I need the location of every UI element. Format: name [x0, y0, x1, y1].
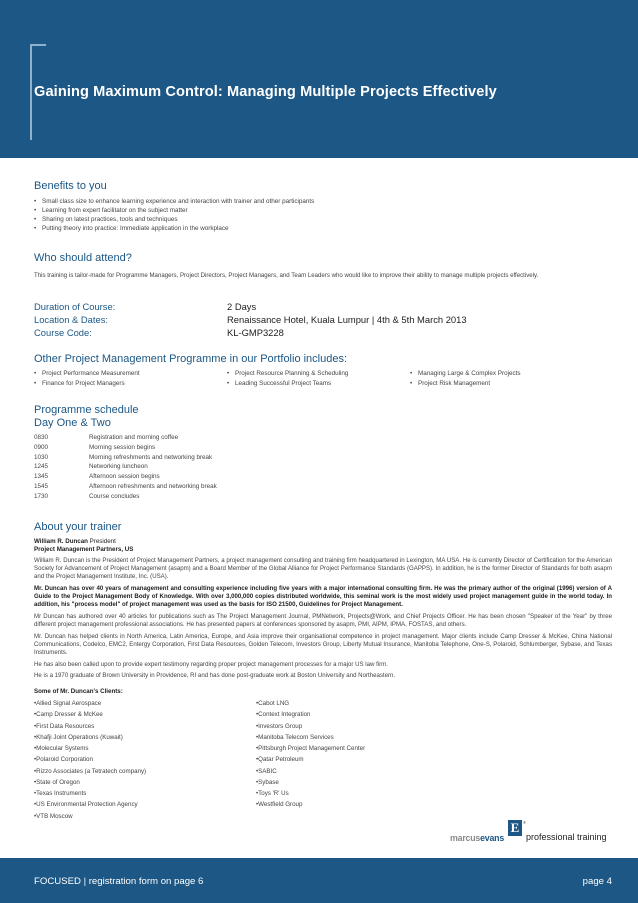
trainer-paragraph: Mr. Duncan has helped clients in North America, Latin America, Europe, and Asia improve their organisational competence in project management. Major clients include Camp Dresser & McKee, China National Communications, Codelco, EMC2, Entergy Corporation, First Data Resources, Golden Telecom, Investors Group, Liberty Mutual Insurance, Manitoba Telephone, One-S, Polaroid, Schlumberger, Sybase, and Texas Instruments.: [34, 632, 612, 657]
list-item: • Context Integration: [256, 709, 365, 720]
schedule-event: Morning refreshments and networking break: [89, 453, 213, 461]
logo-brand: [450, 833, 504, 843]
clients-col-2: [256, 698, 365, 811]
marcus-evans-logo: [450, 820, 610, 848]
benefits-heading: Benefits to you: [34, 180, 107, 192]
header-band: [0, 0, 638, 158]
schedule-time: 1345: [34, 473, 49, 481]
list-item: • Sharing on latest practices, tools and techniques: [34, 215, 314, 224]
duration-row: [34, 301, 612, 313]
list-item: • Investors Group: [256, 721, 365, 732]
portfolio-col-1: [34, 369, 140, 388]
list-item: • Rizzo Associates (a Tetratech company): [34, 766, 146, 777]
logo-tagline: professional training: [526, 832, 607, 842]
list-item: • Cabot LNG: [256, 698, 365, 709]
location-value: Renaissance Hotel, Kuala Lumpur | 4th & 5th March 2013: [227, 314, 467, 325]
clients-col-1: [34, 698, 146, 822]
benefits-list: [34, 197, 314, 233]
trainer-name: William R. Duncan: [34, 538, 88, 545]
list-item: • Polaroid Corporation: [34, 754, 146, 765]
trainer-paragraph: Mr Duncan has authored over 40 articles for publications such as The Project Management Journal, PMNetwork, Projects@Work, and Chief Projects Officer. He has been chosen "Speaker of the Year" by three different project management professional associations. He has presented papers at conferences sponsored by asapm, PMI, AIPM, IPMA, FOSTAS, and others.: [34, 612, 612, 629]
schedule-event: Morning session begins: [89, 443, 156, 451]
schedule-subheading: Day One & Two: [34, 417, 111, 429]
trainer-paragraph: He is a 1970 graduate of Brown University in Providence, RI and has done post-graduate work at Boston University and Northeastern.: [34, 672, 396, 680]
code-row: [34, 327, 612, 339]
portfolio-heading: Other Project Management Programme in our Portfolio includes:: [34, 353, 348, 365]
list-item: • Qatar Petroleum: [256, 754, 365, 765]
duration-value: 2 Days: [227, 301, 257, 312]
corner-mark-horizontal: [30, 44, 46, 46]
code-value: KL-GMP3228: [227, 327, 284, 338]
trainer-role: President: [89, 538, 116, 545]
attend-text: This training is tailor-made for Programme Managers, Project Directors, Project Managers, and Team Leaders who would like to improve their ability to manage multiple projects effectively.: [34, 272, 539, 279]
schedule-time: 1245: [34, 463, 49, 471]
location-label: Location & Dates:: [34, 314, 109, 325]
schedule-event: Networking luncheon: [89, 463, 148, 471]
list-item: • Toys 'R' Us: [256, 788, 365, 799]
trainer-paragraph: William R. Duncan is the President of Project Management Partners, a project management consulting and training firm headquartered in Lexington, MA USA. He is currently Director of Certification for the American Society for Advancement of Project Management (asapm) and a Board Member of the Global Alliance for Project Performance Standards (GAPPS). In addition, he is the former Director of Standards for both asapm and the Project Management Institute, Inc. (USA).: [34, 556, 612, 581]
duration-label: Duration of Course:: [34, 301, 116, 312]
attend-heading: Who should attend?: [34, 252, 132, 264]
logo-brand-a: marcus: [450, 833, 481, 843]
code-label: Course Code:: [34, 327, 92, 338]
trainer-heading: About your trainer: [34, 521, 122, 533]
schedule-event: Afternoon session begins: [89, 473, 160, 481]
footer-band: [0, 858, 638, 903]
list-item: • Project Resource Planning & Scheduling: [227, 369, 348, 379]
list-item: • Project Performance Measurement: [34, 369, 140, 379]
schedule-heading: Programme schedule: [34, 404, 139, 416]
schedule-time: 0900: [34, 443, 49, 451]
list-item: • Finance for Project Managers: [34, 379, 140, 389]
trainer-section: [34, 538, 612, 684]
logo-mark-icon: E: [508, 820, 522, 836]
list-item: • Manitoba Telecom Services: [256, 732, 365, 743]
portfolio-col-3: [410, 369, 521, 388]
list-item: • First Data Resources: [34, 721, 146, 732]
list-item: • Sybase: [256, 777, 365, 788]
list-item: • Project Risk Management: [410, 379, 521, 389]
list-item: • Allied Signal Aerospace: [34, 698, 146, 709]
schedule-time: 0830: [34, 434, 49, 441]
schedule-event: Afternoon refreshments and networking break: [89, 482, 217, 490]
list-item: • SABIC: [256, 766, 365, 777]
list-item: • Leading Successful Project Teams: [227, 379, 348, 389]
corner-mark-vertical: [30, 44, 32, 140]
list-item: • State of Oregon: [34, 777, 146, 788]
list-item: • Texas Instruments: [34, 788, 146, 799]
list-item: • VTB Moscow: [34, 811, 146, 822]
trainer-org: Project Management Partners, US: [34, 546, 134, 554]
schedule-time: 1030: [34, 453, 49, 461]
page-title: Gaining Maximum Control: Managing Multiple Projects Effectively: [34, 84, 497, 100]
trainer-name-line: [34, 538, 612, 546]
page-number: page 4: [582, 876, 612, 887]
location-row: [34, 314, 612, 326]
list-item: • Khafji Joint Operations (Kuwait): [34, 732, 146, 743]
list-item: • Putting theory into practice: Immediate application in the workplace: [34, 224, 314, 233]
list-item: • Small class size to enhance learning experience and interaction with trainer and other participants: [34, 197, 314, 206]
list-item: • US Environmental Protection Agency: [34, 799, 146, 810]
portfolio-col-2: [227, 369, 348, 388]
list-item: • Molecular Systems: [34, 743, 146, 754]
schedule-time: 1730: [34, 492, 49, 500]
schedule-event: Registration and morning coffee: [89, 434, 179, 441]
list-item: • Learning from expert facilitator on the subject matter: [34, 206, 314, 215]
clients-section: [34, 688, 612, 820]
schedule-event: Course concludes: [89, 492, 140, 500]
logo-registered-mark: ®: [523, 820, 526, 825]
list-item: • Managing Large & Complex Projects: [410, 369, 521, 379]
list-item: • Camp Dresser & McKee: [34, 709, 146, 720]
clients-heading: Some of Mr. Duncan's Clients:: [34, 688, 123, 695]
logo-brand-b: evans: [480, 833, 505, 843]
list-item: • Westfield Group: [256, 799, 365, 810]
list-item: • Pittsburgh Project Management Center: [256, 743, 365, 754]
footer-registration-note: FOCUSED | registration form on page 6: [34, 876, 204, 887]
schedule-time: 1545: [34, 482, 49, 490]
trainer-paragraph-bold: Mr. Duncan has over 40 years of management and consulting experience including five years with a major international consulting firm. He was the primary author of the original (1996) version of A Guide to the Project Management Body of Knowledge. With over 3,000,000 copies distributed worldwide, this seminal work is the most widely used project management guide in the world today. In addition, his "process model" of project management was used as the basis for ISO 21500, Guidelines for Project Management.: [34, 584, 612, 609]
trainer-paragraph: He has also been called upon to provide expert testimony regarding proper project management processes for a major US law firm.: [34, 660, 388, 668]
